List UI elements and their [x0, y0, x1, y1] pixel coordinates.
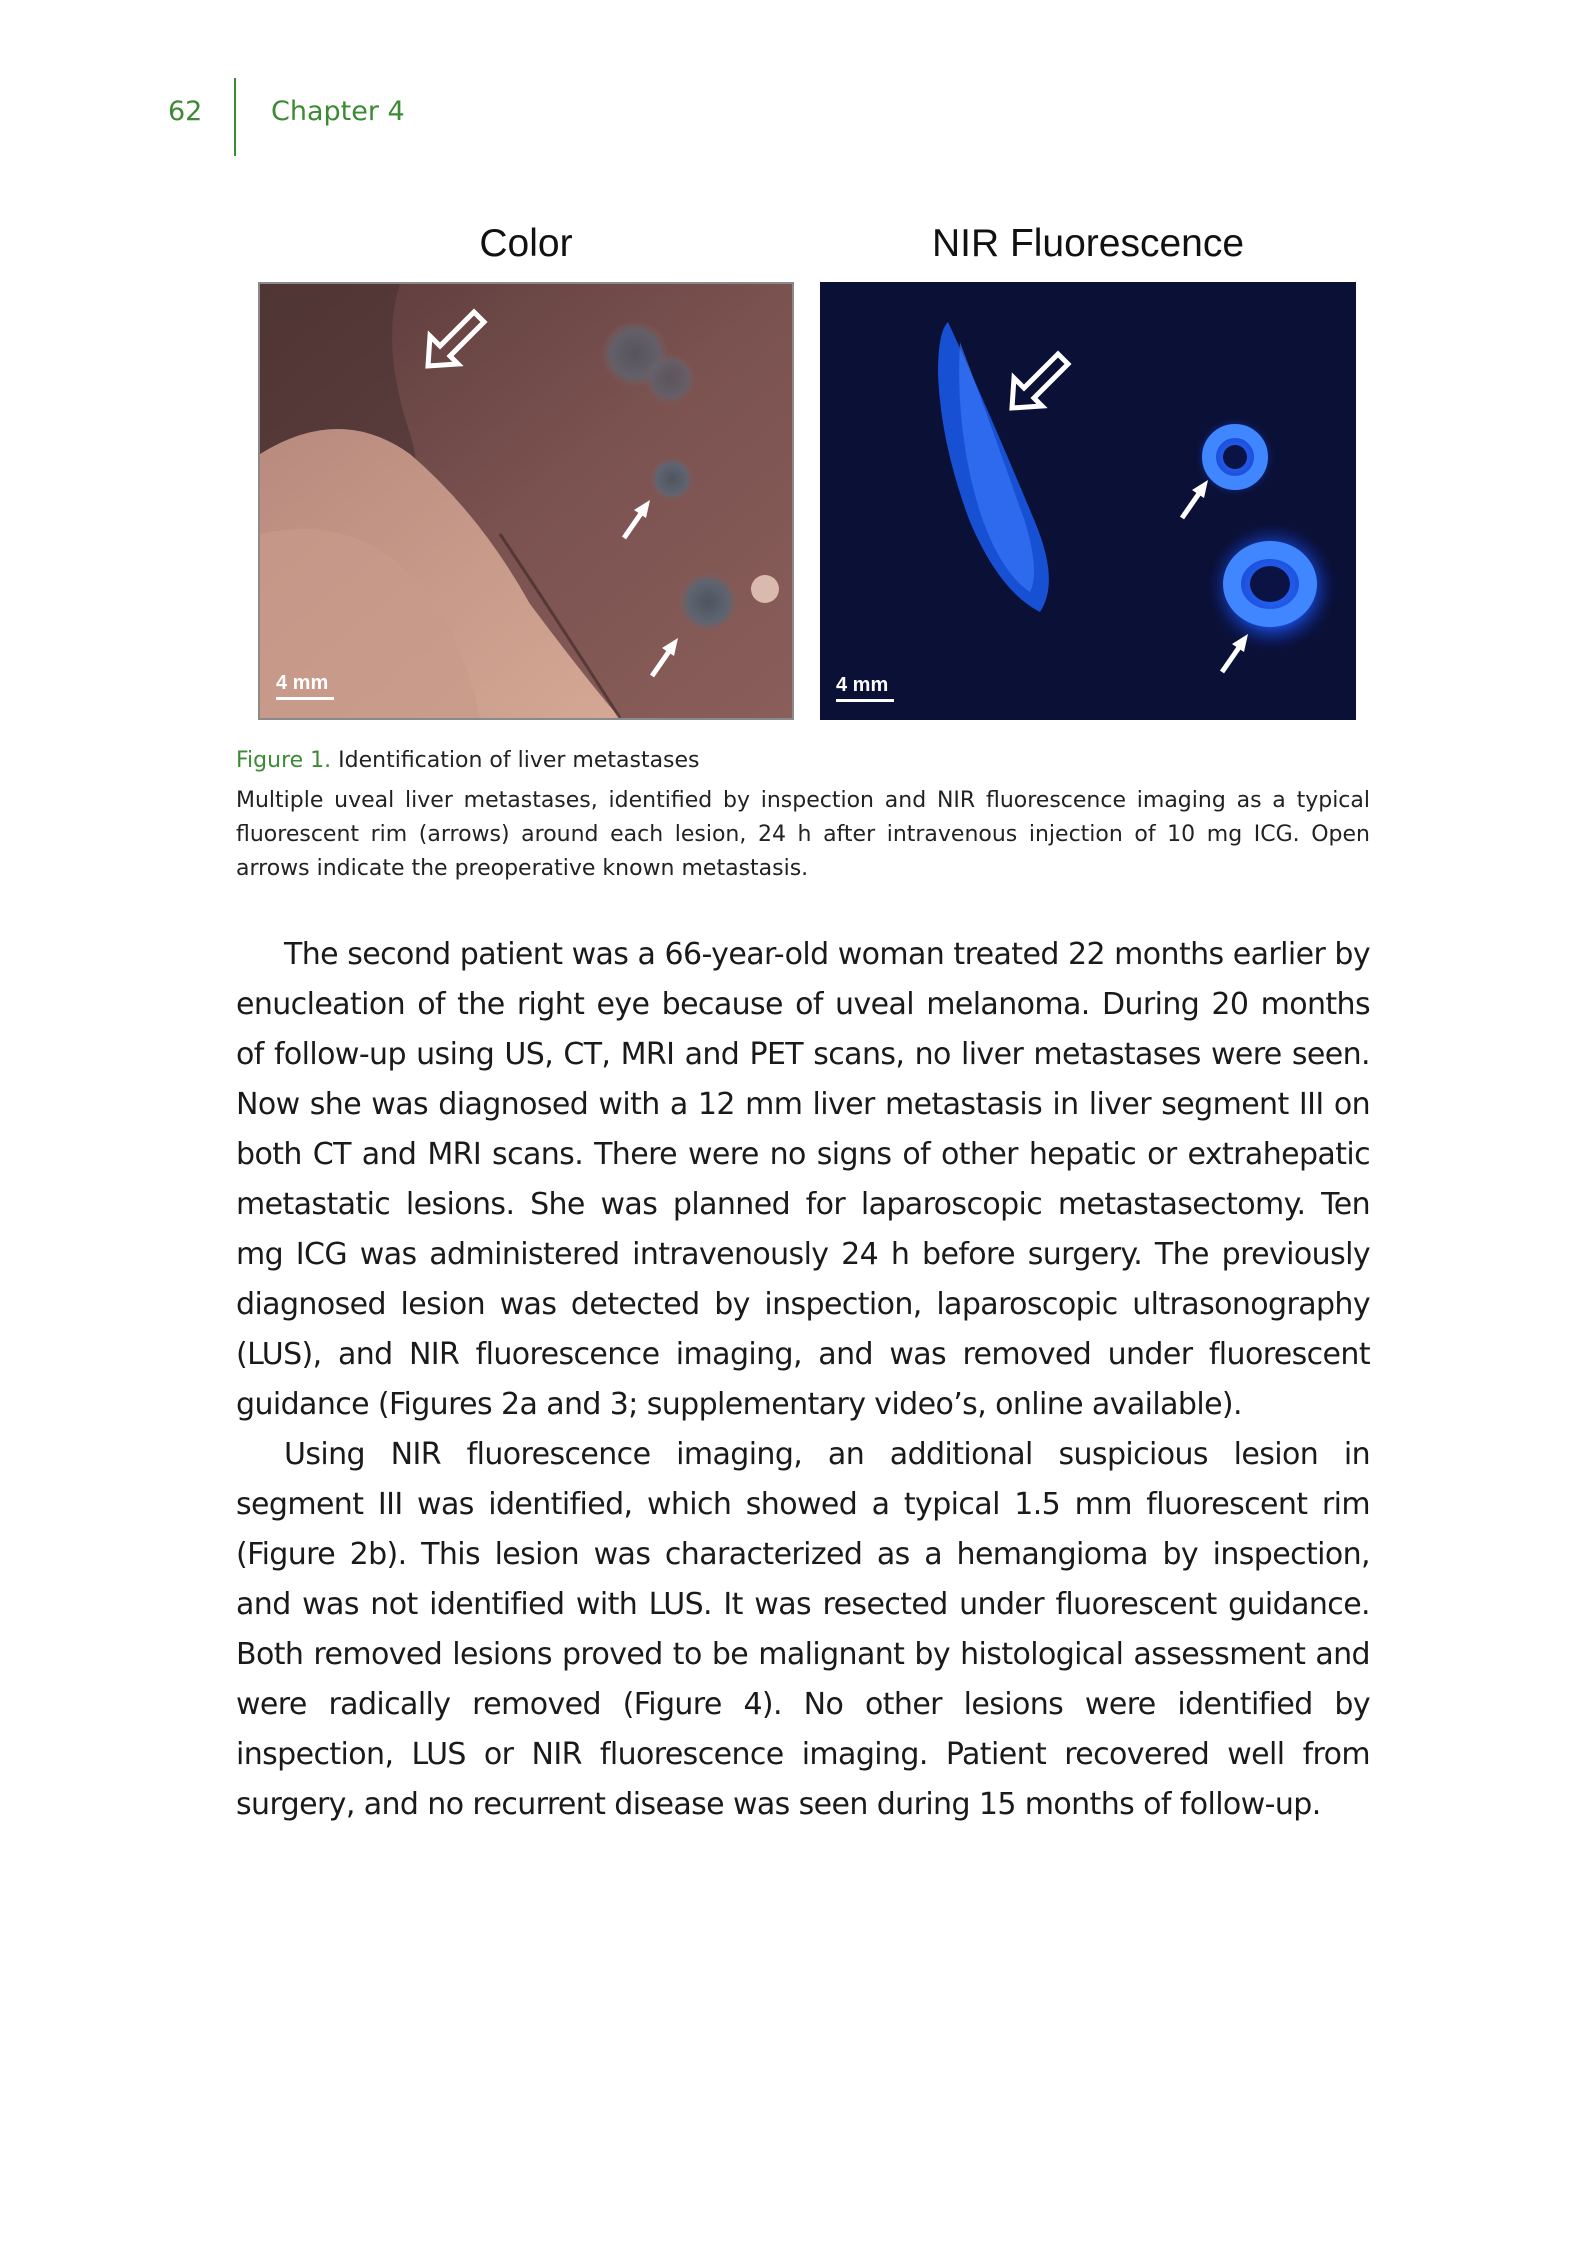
scale-label: 4 mm	[836, 674, 889, 696]
caption-text: Multiple uveal liver metastases, identified by inspection and NIR fluorescence imaging as a typical fluorescent rim (arrows) around each lesion, 24 h after intravenous injection of 10 mg ICG. Open arrows indicate the preoperative known metastasis.	[236, 788, 1370, 881]
scale-bar	[836, 674, 894, 702]
color-liver-image	[260, 284, 792, 718]
caption-title: Identification of liver metastases	[338, 748, 700, 773]
paragraph: Using NIR fluorescence imaging, an additional suspicious lesion in segment III was identified, which showed a typical 1.5 mm fluorescent rim (Figure 2b). This lesion was characterized as a hemangioma by inspection, and was not identified with LUS. It was resected under fluorescent guidance. Both removed lesions proved to be malignant by histological assessment and were radically removed (Figure 4). No other lesions were identified by inspection, LUS or NIR fluorescence imaging. Patient recovered well from surgery, and no recurrent disease was seen during 15 months of follow-up.	[236, 1437, 1370, 1822]
chapter-title: Chapter 4	[271, 96, 405, 127]
scale-line	[276, 697, 334, 700]
scale-label: 4 mm	[276, 672, 329, 694]
color-image-panel	[258, 282, 794, 720]
body-text	[236, 930, 1370, 1830]
scale-bar	[276, 672, 334, 700]
nir-fluorescence-image	[820, 282, 1356, 720]
header-divider	[234, 78, 236, 156]
page-number: 62	[168, 96, 203, 127]
panel-title-color: Color	[479, 222, 573, 265]
caption-label: Figure 1.	[236, 748, 332, 773]
running-header	[0, 78, 1593, 158]
paragraph: The second patient was a 66-year-old woman treated 22 months earlier by enucleation of the right eye because of uveal melanoma. During 20 months of follow-up using US, CT, MRI and PET scans, no liver metastases were seen. Now she was diagnosed with a 12 mm liver metastasis in liver segment III on both CT and MRI scans. There were no signs of other hepatic or extrahepatic metastatic lesions. She was planned for laparoscopic metastasectomy. Ten mg ICG was administered intravenously 24 h before surgery. The previously diagnosed lesion was detected by inspection, laparoscopic ultrasonography (LUS), and NIR fluorescence imaging, and was removed under fluorescent guidance (Figures 2a and 3; supplementary video’s, online available).	[236, 937, 1370, 1422]
scale-line	[836, 699, 894, 702]
nir-image-panel	[820, 282, 1356, 720]
caption-heading	[236, 744, 1370, 778]
figure-caption	[236, 744, 1370, 886]
panel-title-nir: NIR Fluorescence	[931, 222, 1245, 265]
